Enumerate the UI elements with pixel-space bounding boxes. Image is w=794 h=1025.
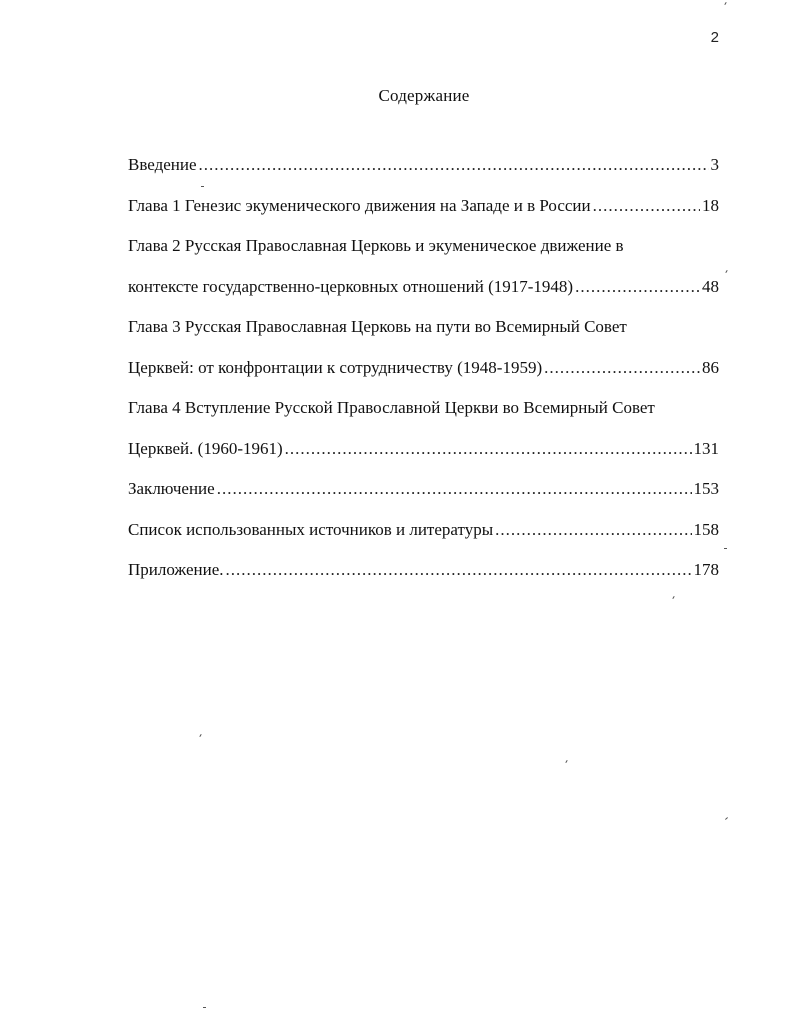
scan-speck (725, 270, 727, 273)
scan-speck (672, 596, 674, 599)
toc-entry-page: 3 (710, 155, 719, 174)
scan-speck (725, 817, 728, 820)
scan-speck (201, 186, 204, 187)
toc-entry-page: 18 (702, 195, 719, 215)
leader-dots (285, 433, 692, 465)
toc-entry-chapter-2[interactable] (128, 230, 719, 311)
scan-speck (724, 548, 727, 549)
table-of-contents (128, 149, 719, 595)
toc-entry-introduction[interactable] (128, 149, 719, 190)
toc-entry-page: 178 (693, 560, 719, 579)
toc-entry-conclusion[interactable] (128, 473, 719, 514)
toc-entry-page: 86 (702, 357, 719, 377)
toc-entry-text: контексте государственно-церковных отношений (1917-1948) (128, 276, 574, 296)
leader-dots (575, 271, 700, 303)
toc-entry-first-line: Глава 2 Русская Православная Церковь и экуменическое движение в (128, 236, 624, 255)
toc-entry-page: 48 (702, 276, 719, 296)
toc-entry-text: Список использованных источников и литературы (128, 519, 494, 539)
toc-entry-text: Введение (128, 155, 197, 174)
toc-entry-first-line: Глава 3 Русская Православная Церковь на пути во Всемирный Совет (128, 317, 627, 336)
toc-title: Содержание (378, 86, 470, 105)
leader-dots (199, 149, 709, 181)
toc-entry-text: Приложение. (128, 560, 224, 579)
leader-dots (593, 190, 700, 222)
toc-entry-chapter-4[interactable] (128, 392, 719, 473)
toc-entry-chapter-3[interactable] (128, 311, 719, 392)
toc-entry-chapter-1[interactable] (128, 190, 719, 231)
toc-entry-text: Церквей: от конфронтации к сотрудничеству (1948-1959) (128, 357, 543, 377)
toc-entry-first-line: Глава 4 Вступление Русской Православной Церкви во Всемирный Совет (128, 398, 655, 417)
toc-entry-text: Церквей. (1960-1961) (128, 438, 283, 458)
leader-dots (544, 352, 700, 384)
toc-entry-page: 153 (693, 479, 719, 498)
leader-dots (226, 554, 692, 586)
toc-entry-bibliography[interactable] (128, 514, 719, 555)
page-number: 2 (710, 29, 719, 46)
scan-speck (724, 2, 726, 5)
toc-entry-page: 131 (693, 438, 719, 458)
leader-dots (495, 514, 691, 546)
scan-speck (203, 1007, 206, 1008)
toc-entry-appendix[interactable] (128, 554, 719, 595)
toc-entry-page: 158 (693, 519, 719, 539)
leader-dots (217, 473, 692, 505)
scan-speck (199, 734, 201, 737)
scan-speck (565, 760, 567, 763)
toc-entry-text: Глава 1 Генезис экуменического движения на Западе и в России (128, 195, 591, 215)
toc-entry-text: Заключение (128, 479, 215, 498)
